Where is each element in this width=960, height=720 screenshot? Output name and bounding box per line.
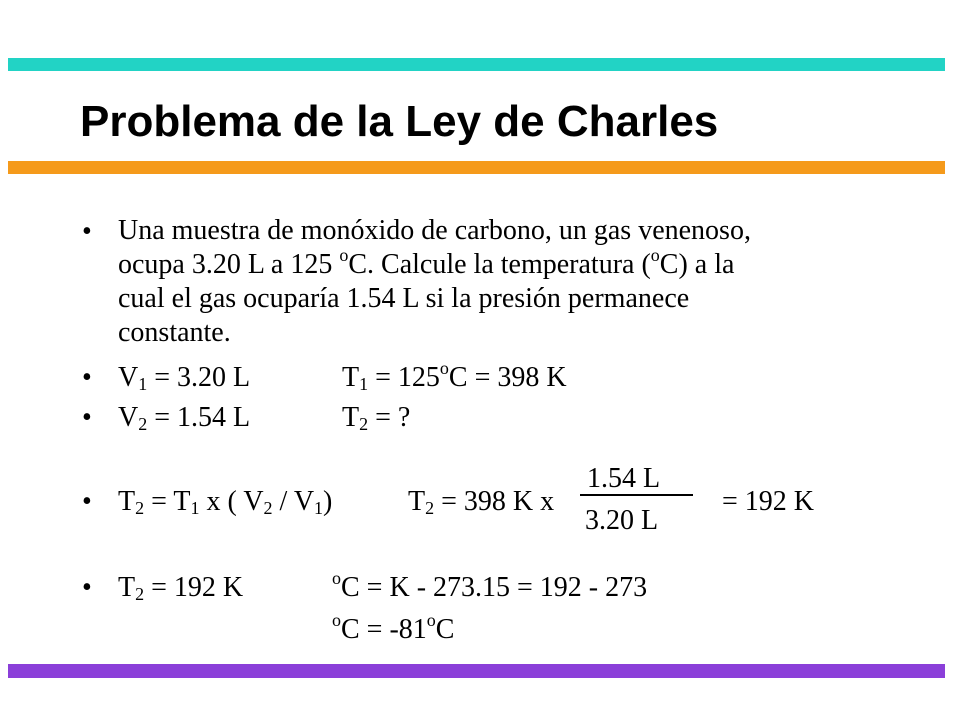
- slide-title: Problema de la Ley de Charles: [80, 97, 719, 146]
- t2-kelvin: $T_2 = 192$ K: [118, 572, 244, 604]
- calculation-expression: $T_2 = 398$ K x: [408, 486, 555, 518]
- v1-value: $V_1 = 3.20$ L: [118, 362, 251, 394]
- charles-formula: $T_2 = T_1$ x ( $V_2 / V_1$): [118, 486, 333, 518]
- bullet-marker: •: [82, 216, 92, 247]
- title-underline-bar: [8, 161, 945, 174]
- bottom-accent-bar: [8, 664, 945, 678]
- t2-value: $T_2$ = ?: [342, 402, 411, 434]
- problem-line-1: Una muestra de monóxido de carbono, un gas venenoso,: [118, 215, 751, 246]
- fraction-bar: [580, 494, 693, 496]
- fraction-denominator: 3.20 L: [585, 505, 659, 536]
- calculation-result: = 192 K: [722, 486, 815, 517]
- bullet-marker: •: [82, 486, 92, 517]
- t1-value: $T_1 = 125^oC = 398$ K: [342, 358, 567, 394]
- v2-value: $V_2 = 1.54$ L: [118, 402, 251, 434]
- problem-statement: [118, 214, 848, 350]
- bullet-marker: •: [82, 402, 92, 433]
- problem-line-2: ocupa 3.20 L a 125 $^o$C. Calcule la temperatura ($^o$C) a la: [118, 245, 735, 280]
- celsius-result: $^oC = -81^oC$: [332, 610, 455, 645]
- celsius-conversion: $^o$C = K - 273.15 = 192 - 273: [332, 568, 648, 603]
- problem-line-3: cual el gas ocuparía 1.54 L si la presión permanece: [118, 283, 690, 314]
- fraction-numerator: 1.54 L: [587, 463, 661, 494]
- bullet-marker: •: [82, 572, 92, 603]
- bullet-marker: •: [82, 362, 92, 393]
- problem-line-4: constante.: [118, 317, 231, 348]
- top-accent-bar: [8, 58, 945, 71]
